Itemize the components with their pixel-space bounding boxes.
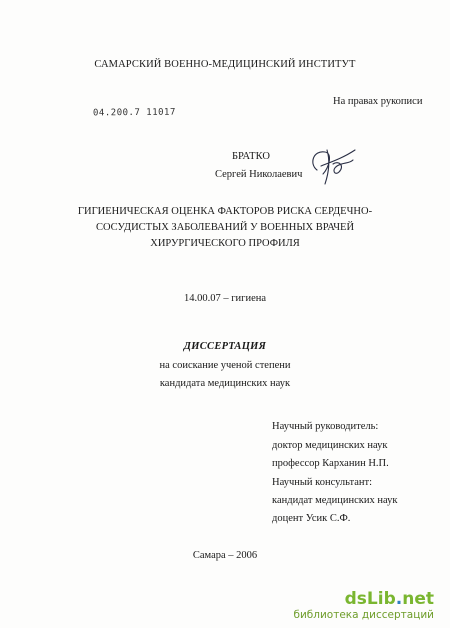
specialty-code: 14.00.07 – гигиена (183, 293, 267, 304)
logo-brand: dsLib (344, 589, 396, 609)
consultant-degree: кандидат медицинских наук (272, 495, 398, 506)
supervisor-heading: Научный руководитель: (272, 421, 379, 432)
institute-name: САМАРСКИЙ ВОЕННО-МЕДИЦИНСКИЙ ИНСТИТУТ (94, 59, 356, 70)
logo-tld: net (402, 589, 434, 609)
stamp-number: 04.200.7 11017 (92, 107, 176, 119)
supervisor-degree: доктор медицинских наук (272, 440, 388, 451)
consultant-name: доцент Усик С.Ф. (272, 513, 351, 524)
watermark-subtitle: библиотека диссертаций (293, 609, 434, 621)
title-line: ГИГИЕНИЧЕСКАЯ ОЦЕНКА ФАКТОРОВ РИСКА СЕРДЕЧНО- (77, 206, 373, 217)
city-year: Самара – 2006 (192, 550, 258, 561)
supervisor-name: профессор Карханин Н.П. (272, 458, 389, 469)
author-first-name: Сергей Николаевич (215, 169, 303, 180)
consultant-heading: Научный консультант: (272, 477, 373, 488)
handwritten-signature (303, 140, 363, 188)
rights-note: На правах рукописи (333, 96, 423, 107)
dslib-logo (293, 590, 434, 608)
document-type: ДИССЕРТАЦИЯ (183, 341, 267, 352)
title-line: СОСУДИСТЫХ ЗАБОЛЕВАНИЙ У ВОЕННЫХ ВРАЧЕЙ (95, 222, 355, 233)
author-surname: БРАТКО (232, 151, 270, 162)
title-line: ХИРУРГИЧЕСКОГО ПРОФИЛЯ (150, 238, 300, 249)
degree-line: кандидата медицинских наук (159, 378, 291, 389)
dslib-watermark[interactable] (293, 590, 434, 621)
logo-dot: . (395, 589, 403, 609)
registration-stamp (93, 107, 176, 121)
degree-line: на соискание ученой степени (159, 360, 291, 371)
dissertation-title (0, 204, 450, 252)
